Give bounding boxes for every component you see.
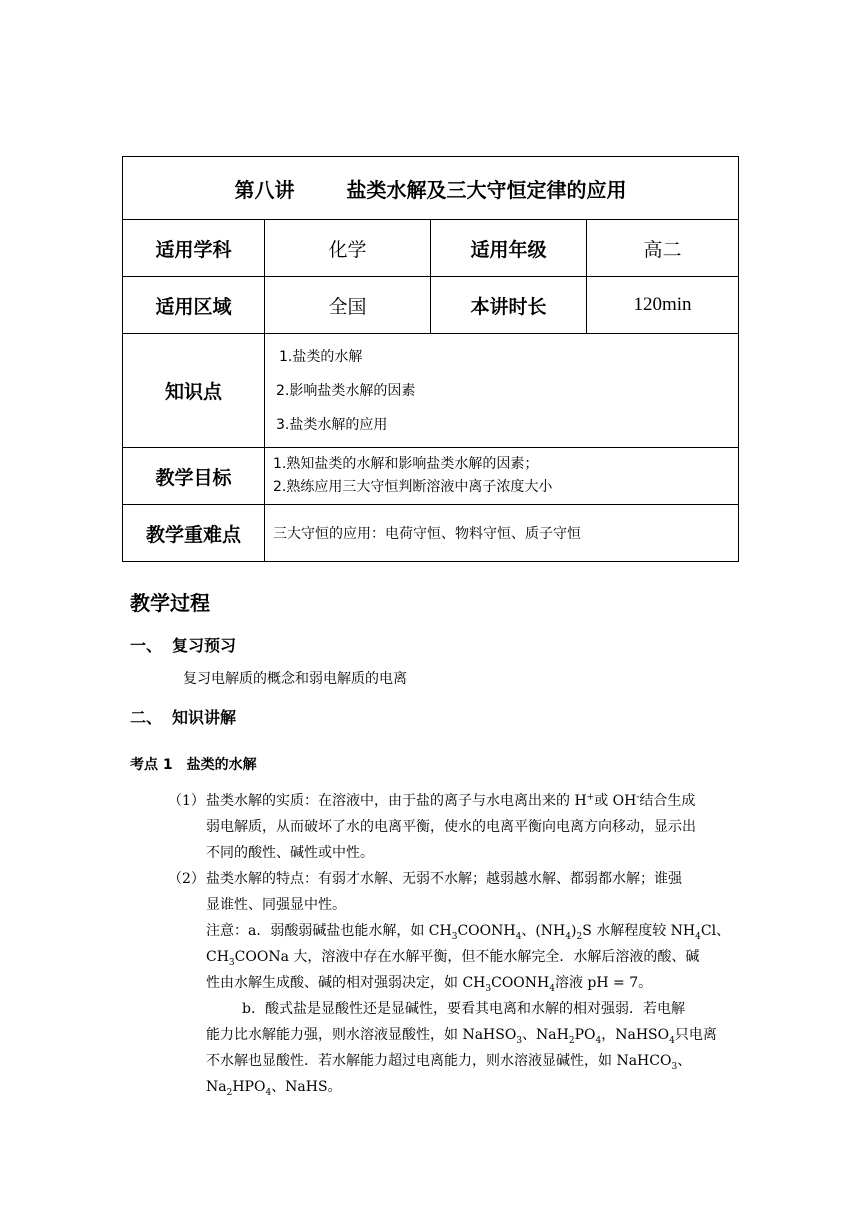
lesson-number: 第八讲 [234, 177, 295, 202]
lesson-topic: 盐类水解及三大守恒定律的应用 [346, 177, 627, 202]
paragraph-features: （2） 盐类水解的特点：有弱才水解、无弱不水解；越弱越水解、都弱都水解；谁强 显谁性、同强显中性。 注意：a．弱酸弱碱盐也能水解，如 $CH_3COONH_4$、$(NH_4)_2S$ 水解程度较 $NH_4Cl$、 $CH_3COONa$ 大，溶液中存在水解平衡，但不能水解完全．水解后溶液的酸、碱 性由水解生成酸、碱的相对强弱决定，如 $CH_3COONH_4$溶液 pH = 7。 b．酸式盐是显酸性还是显碱性，要看其电离和水解的相对强弱．若电解 能力比水解能力强，则水溶液显酸性，如 NaHSO$_3$、$NaH_2PO_4$，NaHSO$_4$只电离 不水解也显酸性．若水解能力超过电离能力，则水溶液显碱性，如 NaHCO$_3$、 $Na_2HPO_4$、NaHS。 [168, 871, 731, 1098]
subject-label: 适用学科 [123, 220, 265, 277]
review-text: 复习电解质的概念和弱电解质的电离 [183, 671, 407, 687]
region-label: 适用区域 [123, 277, 265, 334]
list-item: 2.熟练应用三大守恒判断溶液中离子浓度大小 [273, 479, 553, 495]
difficulty-label: 教学重难点 [123, 505, 265, 562]
grade-value: 高二 [587, 220, 739, 277]
list-item: 1.熟知盐类的水解和影响盐类水解的因素； [273, 456, 539, 472]
process-title: 教学过程 [130, 591, 210, 615]
section-heading-review: 一、 复习预习 [130, 636, 237, 655]
region-value: 全国 [265, 277, 431, 334]
kaodian-heading: 考点 1 盐类的水解 [130, 757, 257, 773]
difficulty-text: 三大守恒的应用：电荷守恒、物料守恒、质子守恒 [265, 505, 739, 562]
grade-label: 适用年级 [431, 220, 587, 277]
teaching-goals [265, 448, 739, 505]
subject-value: 化学 [265, 220, 431, 277]
lesson-info-table [122, 156, 739, 562]
list-item: 1.盐类的水解 [279, 348, 363, 365]
goals-label: 教学目标 [123, 448, 265, 505]
lesson-title [123, 157, 739, 220]
list-item: 3.盐类水解的应用 [276, 416, 388, 433]
duration-label: 本讲时长 [431, 277, 587, 334]
duration-value: 120min [587, 277, 739, 334]
paragraph-essence: （1） 盐类水解的实质：在溶液中，由于盐的离子与水电离出来的 H+或 OH-结合生成 弱电解质，从而破坏了水的电离平衡，使水的电离平衡向电离方向移动，显示出 不同的酸性、碱性或中性。 [168, 792, 696, 861]
knowledge-points [265, 334, 739, 448]
section-heading-lecture: 二、 知识讲解 [130, 708, 237, 727]
list-item: 2.影响盐类水解的因素 [276, 382, 416, 399]
knowledge-label: 知识点 [123, 334, 265, 448]
